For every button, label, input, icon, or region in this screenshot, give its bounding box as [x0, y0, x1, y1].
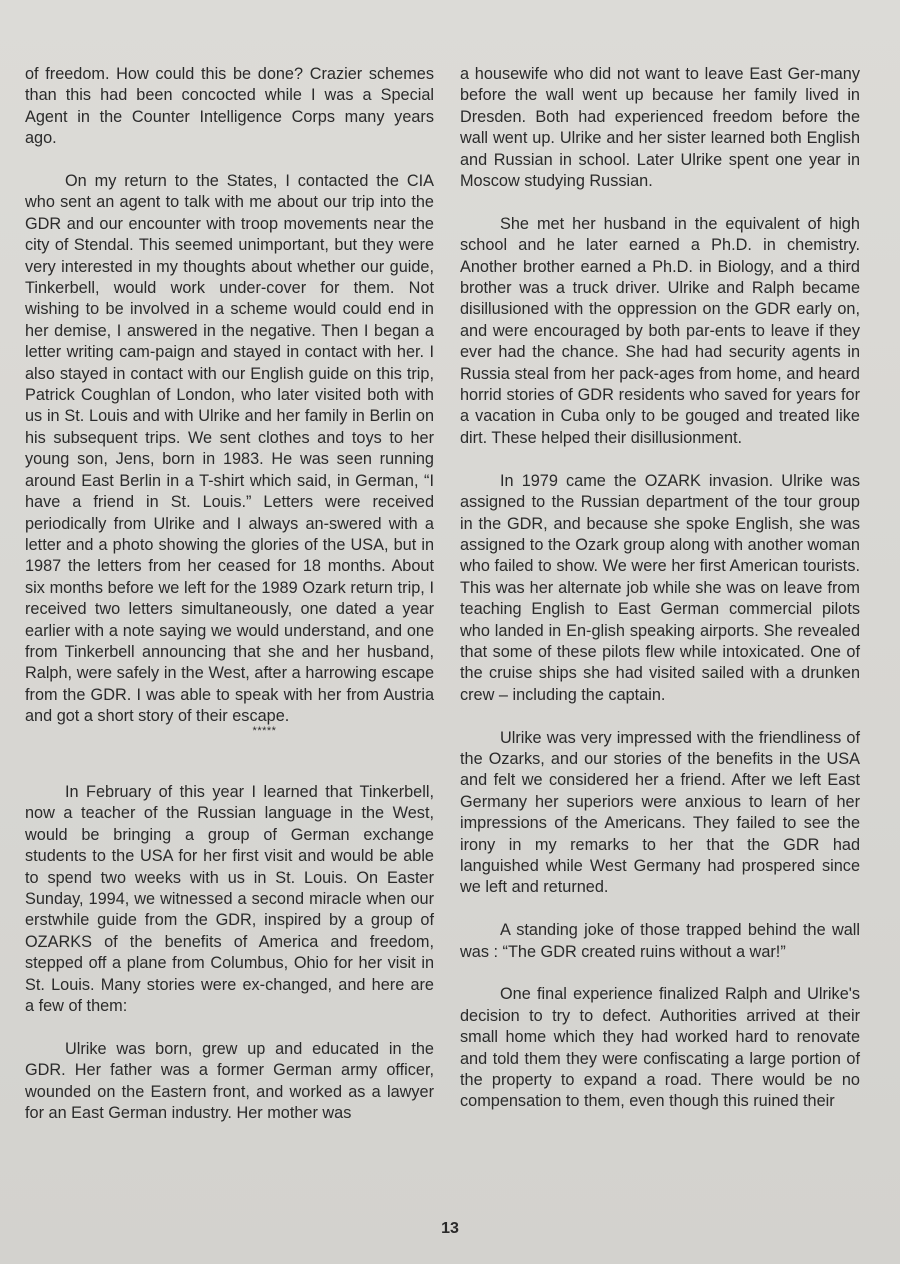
page-number: 13 [441, 1220, 459, 1237]
right-paragraph-5: A standing joke of those trapped behind the wall was : “The GDR created ruins without a war!” [460, 921, 860, 961]
right-paragraph-2: She met her husband in the equivalent of high school and he later earned a Ph.D. in chemistry. Another brother earned a Ph.D. in Biology, and a third brother was a truck driver. Ulrike and Ralph became disillusioned with the oppression on the GDR early on, and were encouraged by both par-ents to leave if they ever had the chance. She had had security agents in Russia steal from her pack-ages from home, and heard horrid stories of GDR residents who saved for years for a vacation in Cuba only to be gouged and treated like dirt. These helped their disillusionment. [460, 214, 860, 447]
left-column [25, 64, 434, 1146]
right-paragraph-1: a housewife who did not want to leave East Ger-many before the wall went up because her family lived in Dresden. Both had experienced freedom before the wall went up. Ulrike and her sister learned both English and Russian in school. Later Ulrike spent one year in Moscow studying Russian. [460, 65, 860, 191]
right-paragraph-6: One final experience finalized Ralph and Ulrike's decision to try to defect. Authorities arrived at their small home which they had worked hard to renovate and told them they were confiscating a large portion of the property to expand a road. There would be no compensation to them, even though this ruined their [460, 985, 860, 1111]
left-paragraph-1: of freedom. How could this be done? Crazier schemes than this had been concocted while I was a Special Agent in the Counter Intelligence Corps many years ago. [25, 65, 434, 148]
right-column [460, 64, 860, 1134]
right-paragraph-3: In 1979 came the OZARK invasion. Ulrike was assigned to the Russian department of the tour group in the GDR, and because she spoke English, she was assigned to the Ozark group along with another woman who failed to show. We were her first American tourists. This was her alternate job while she was on leave from teaching English to East German commercial pilots who landed in En-glish speaking airports. She revealed that some of these pilots flew while intoxicated. One of the cruise ships she had visited sailed with a drunken crew – including the captain. [460, 471, 860, 704]
section-separator: ***** [252, 724, 277, 737]
left-paragraph-2: On my return to the States, I contacted the CIA who sent an agent to talk with me about our trip into the GDR and our encounter with troop movements near the city of Stendal. This seemed unimportant, but they were very interested in my thoughts about whether our guide, Tinkerbell, would work under-cover for them. Not wishing to be involved in a scheme would could end in her demise, I answered in the negative. Then I began a letter writing cam-paign and stayed in contact with her. I also stayed in contact with our English guide on this trip, Patrick Coughlan of London, who later visited both with us in St. Louis and with Ulrike and her family in Berlin on his subsequent trips. We sent clothes and toys to her young son, Jens, born in 1983. He was seen running around East Berlin in a T-shirt which said, in German, “I have a friend in St. Louis.” Letters were received periodically from Ulrike and I always an-swered with a letter and a photo showing the glories of the USA, but in 1987 the letters from her ceased for 18 months. About six months before we left for the 1989 Ozark return trip, I received two letters simultaneously, one dated a year earlier with a note saying we would understand, and one from Tinkerbell announcing that she and her husband, Ralph, were safely in the West, after a harrowing escape from the GDR. I was able to speak with her from Austria and got a short story of their escape. [25, 172, 434, 726]
left-paragraph-3: In February of this year I learned that Tinkerbell, now a teacher of the Russian language in the West, would be bringing a group of German exchange students to the USA for her first visit and would be able to spend two weeks with us in St. Louis. On Easter Sunday, 1994, we witnessed a second miracle when our erstwhile guide from the GDR, inspired by a group of OZARKS of the benefits of America and freedom, stepped off a plane from Columbus, Ohio for her visit in St. Louis. Many stories were ex-changed, and here are a few of them: [25, 782, 434, 1016]
right-paragraph-4: Ulrike was very impressed with the friendliness of the Ozarks, and our stories of the benefits in the USA and felt we considered her a friend. After we left East Germany her superiors were anxious to learn of her impressions of the Americans. They failed to see the irony in my remarks to her that the GDR had languished while West Germany had prospered since we left and returned. [460, 728, 860, 897]
left-paragraph-4: Ulrike was born, grew up and educated in the GDR. Her father was a former German army officer, wounded on the Eastern front, and worked as a lawyer for an East German industry. Her mother was [25, 1039, 434, 1123]
